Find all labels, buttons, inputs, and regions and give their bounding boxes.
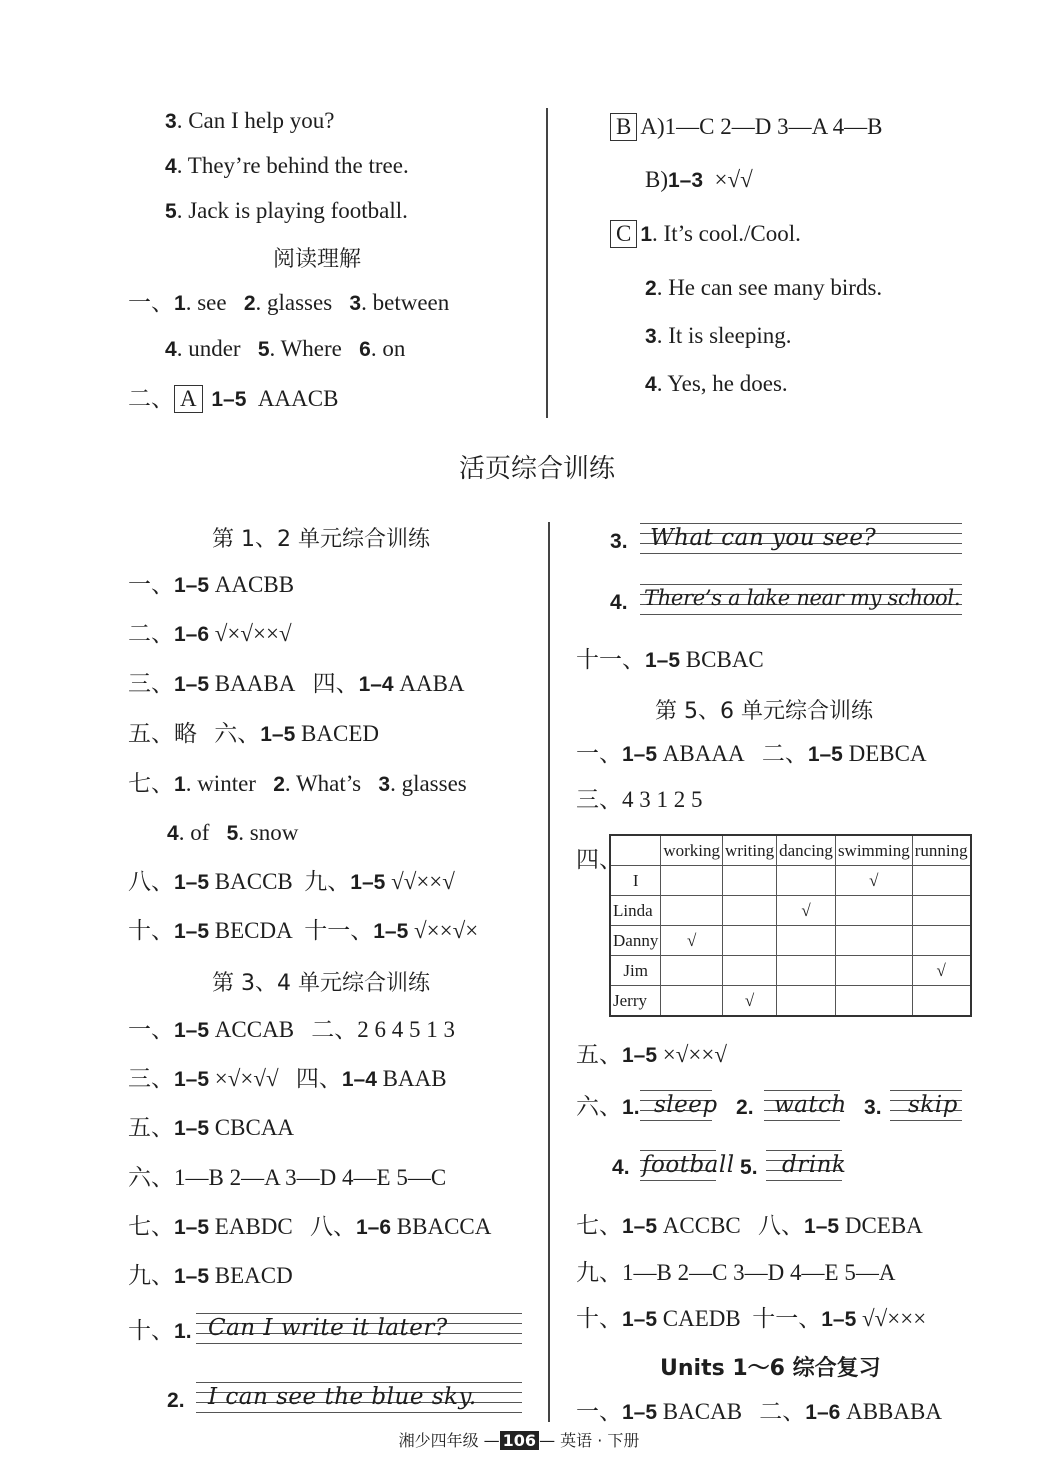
table-cell [723, 956, 777, 986]
answer-line: 一、1. see 2. glasses 3. between [128, 290, 450, 315]
row-name: Linda [610, 896, 661, 926]
table-cell: √ [777, 896, 836, 926]
answer-line: 九、1–5 BEACD [128, 1263, 293, 1288]
answer-line: 七、1–5 ACCBC 八、1–5 DCEBA [576, 1213, 923, 1238]
handwriting-lines [196, 1380, 522, 1416]
table-row [610, 926, 971, 956]
row-name: Jerry [610, 986, 661, 1017]
table-cell [661, 956, 723, 986]
answer-line: B A)1—C 2—D 3—A 4—B [610, 113, 883, 141]
answer-line: 二、1–6 √×√××√ [128, 621, 292, 646]
answer-line: 4. [610, 591, 628, 614]
table-cell [661, 986, 723, 1017]
handwritten-answer: skip [908, 1092, 958, 1118]
handwriting-lines [766, 1148, 847, 1184]
table-cell [723, 866, 777, 896]
answer-line: 一、1–5 AACBB [128, 572, 295, 597]
table-row [610, 866, 971, 896]
answer-line: 十、1. [128, 1318, 192, 1343]
answer-line: 二、 A 1–5 AAACB [128, 386, 339, 411]
answer-line: 4. under 5. Where 6. on [165, 336, 406, 361]
answer-line: 三、1–5 BAABA 四、1–4 AABA [128, 671, 465, 696]
handwritten-answer: Can I write it later? [208, 1315, 448, 1341]
answer-line: 五、略 六、1–5 BACED [128, 721, 379, 746]
handwritten-answer: watch [774, 1092, 847, 1118]
handwriting-lines [196, 1311, 522, 1347]
table-cell: √ [661, 926, 723, 956]
answer-line: 四、 [576, 847, 622, 872]
handwritten-answer: I can see the blue sky. [208, 1384, 477, 1410]
table-cell: √ [835, 866, 912, 896]
table-cell [835, 896, 912, 926]
answer-line: 2. [167, 1389, 185, 1412]
answer-line: C 1. It’s cool./Cool. [610, 220, 801, 249]
answer-line: B)1–3 ×√√ [645, 167, 753, 192]
table-header: writing [723, 835, 777, 866]
table-cell: √ [723, 986, 777, 1017]
table-cell: √ [912, 956, 970, 986]
row-name: I [610, 866, 661, 896]
table-header: running [912, 835, 970, 866]
table-cell [723, 926, 777, 956]
handwriting-lines [640, 1148, 735, 1184]
handwritten-answer: What can you see? [650, 525, 877, 551]
handwriting-lines [640, 521, 962, 557]
answer-line: 一、1–5 ACCAB 二、2 6 4 5 1 3 [128, 1017, 456, 1042]
answer-line: 六、1. [576, 1094, 640, 1119]
page-number: 106 [500, 1431, 539, 1450]
table-row [610, 956, 971, 986]
reading-title: 阅读理解 [273, 247, 362, 272]
answer-line: 一、1–5 BACAB 二、1–6 ABBABA [576, 1399, 942, 1424]
answer-line: 九、1—B 2—C 3—D 4—E 5—A [576, 1260, 896, 1285]
answer-line: 3. [864, 1096, 882, 1119]
unit-title: 第 1、2 单元综合训练 [212, 527, 430, 552]
table-cell [835, 986, 912, 1017]
answer-line: 3. Can I help you? [165, 108, 335, 133]
table-cell [661, 896, 723, 926]
unit-title: Units 1～6 综合复习 [660, 1356, 881, 1381]
handwritten-answer: football [642, 1152, 735, 1178]
handwriting-lines [640, 582, 962, 618]
answer-line: 三、4 3 1 2 5 [576, 787, 703, 812]
table-cell [912, 926, 970, 956]
table-cell [912, 986, 970, 1017]
table-cell [723, 896, 777, 926]
answer-line: 2. He can see many birds. [645, 275, 883, 300]
handwriting-lines [764, 1088, 847, 1124]
footer-left: 湘少四年级 — [398, 1431, 500, 1450]
answer-line: 十、1–5 CAEDB 十一、1–5 √√××× [576, 1306, 927, 1331]
handwriting-lines [890, 1088, 962, 1124]
column-divider-bottom [548, 522, 550, 1422]
table-cell [777, 986, 836, 1017]
table-header-row [610, 835, 971, 866]
answer-line: 五、1–5 CBCAA [128, 1115, 295, 1140]
table-header: working [661, 835, 723, 866]
table-cell [777, 926, 836, 956]
table-row [610, 896, 971, 926]
table-cell [661, 866, 723, 896]
answer-line: 五、1–5 ×√××√ [576, 1042, 727, 1067]
unit-title: 第 5、6 单元综合训练 [655, 699, 873, 724]
table-cell [912, 866, 970, 896]
answer-line: 2. [736, 1096, 754, 1119]
table-corner [610, 835, 661, 866]
table-cell [835, 926, 912, 956]
answer-line: 七、1. winter 2. What’s 3. glasses [128, 771, 467, 796]
table-cell [777, 956, 836, 986]
row-name: Jim [610, 956, 661, 986]
answer-line: 一、1–5 ABAAA 二、1–5 DEBCA [576, 741, 927, 766]
answer-line: 十、1–5 BECDA 十一、1–5 √××√× [128, 918, 479, 943]
table-cell [835, 956, 912, 986]
answer-line: 5. Jack is playing football. [165, 198, 408, 223]
unit-title: 第 3、4 单元综合训练 [212, 971, 430, 996]
answer-line: 八、1–5 BACCB 九、1–5 √√××√ [128, 869, 455, 894]
row-name: Danny [610, 926, 661, 956]
table-header: dancing [777, 835, 836, 866]
table-cell [777, 866, 836, 896]
answer-line: 十一、1–5 BCBAC [576, 647, 764, 672]
table-header: swimming [835, 835, 912, 866]
handwritten-answer: sleep [654, 1092, 718, 1118]
answer-line: 4. They’re behind the tree. [165, 153, 409, 178]
handwritten-answer: drink [782, 1152, 847, 1178]
activity-table [609, 834, 972, 1017]
answer-line: 3. It is sleeping. [645, 323, 792, 348]
page-footer [0, 1428, 1038, 1451]
answer-line: 3. [610, 530, 628, 553]
answer-line: 七、1–5 EABDC 八、1–6 BBACCA [128, 1214, 492, 1239]
section-title: 活页综合训练 [459, 454, 616, 484]
answer-line: 4. [612, 1156, 630, 1179]
footer-right: — 英语 · 下册 [539, 1431, 640, 1450]
table-cell [912, 896, 970, 926]
column-divider-top [546, 108, 548, 418]
answer-line: 4. of 5. snow [167, 820, 299, 845]
answer-line: 三、1–5 ×√×√√ 四、1–4 BAAB [128, 1066, 447, 1091]
answer-line: 4. Yes, he does. [645, 371, 788, 396]
answer-line: 六、1—B 2—A 3—D 4—E 5—C [128, 1165, 447, 1190]
handwritten-answer: There’s a lake near my school. [644, 586, 961, 610]
table-row [610, 986, 971, 1017]
handwriting-lines [640, 1088, 718, 1124]
answer-line: 5. [740, 1156, 758, 1179]
